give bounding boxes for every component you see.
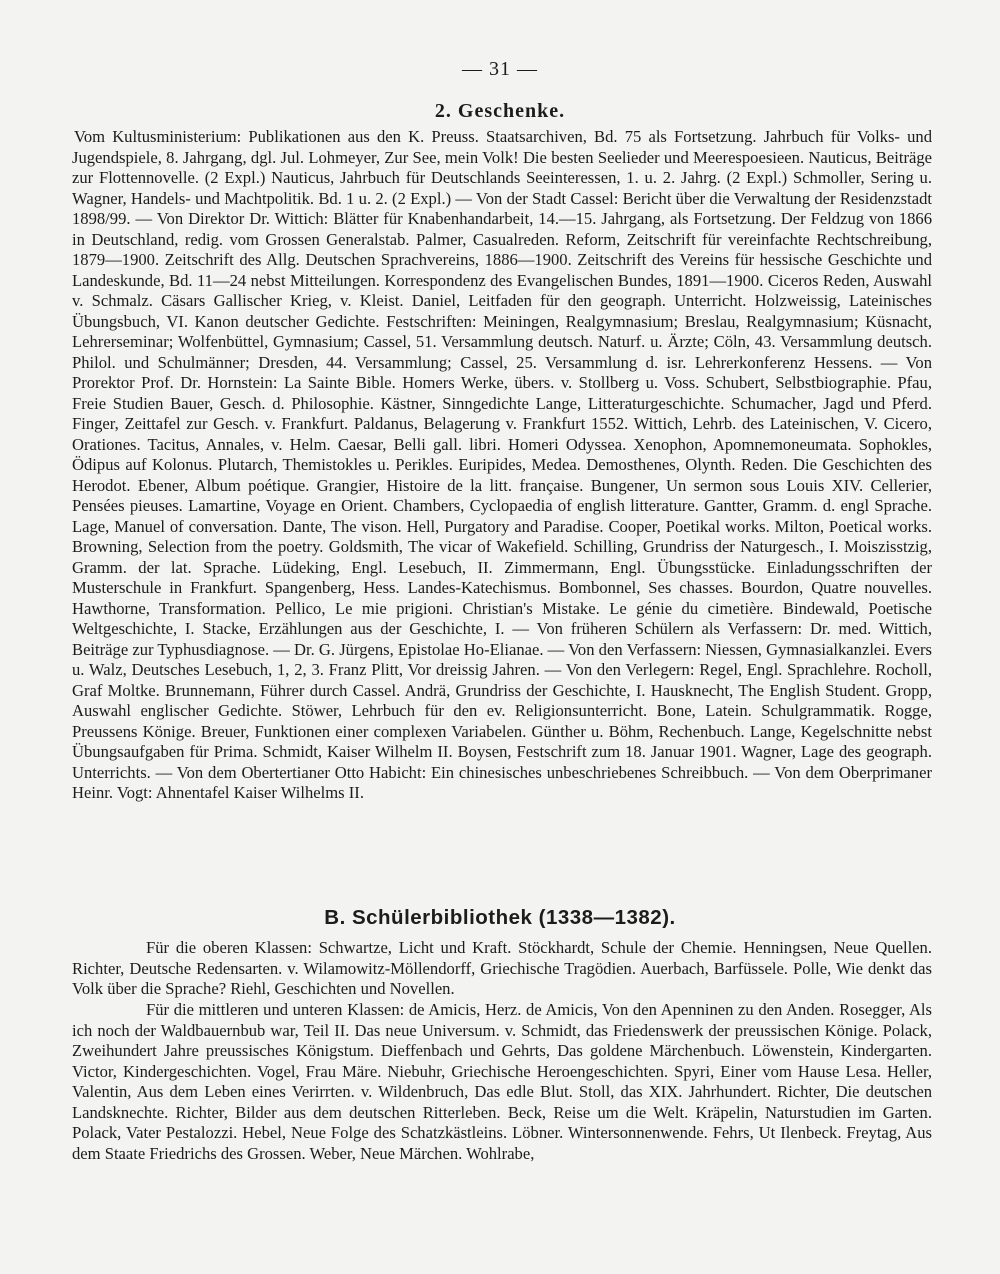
mittleren-klassen-text: Für die mittleren und unteren Klassen: de Amicis, Herz. de Amicis, Von den Apenninen zu den Anden. Rosegger, Als ich noch der Waldbauernbub war, Teil II. Das neue Universum. v. Schmidt, das Friedenswerk der preussischen Könige. Polack, Zweihundert Jahre preussisches Königstum. Dieffenbach und Gehrts, Das goldene Märchenbuch. Löwenstein, Kindergarten. Victor, Kindergeschichten. Vogel, Frau Märe. Niebuhr, Griechische Heroengeschichten. Spyri, Einer vom Hause Lesa. Heller, Valentin, Aus dem Leben eines Verirrten. v. Wildenbruch, Das edle Blut. Stoll, das XIX. Jahrhundert. Richter, Die deutschen Landsknechte. Richter, Bilder aus dem deutschen Ritterleben. Beck, Reise um die Welt. Kräpelin, Naturstudien im Garten. Polack, Vater Pestalozzi. Hebel, Neue Folge des Schatzkästleins. Löbner. Wintersonnenwende. Fehrs, Ut Ilenbeck. Freytag, Aus dem Staate Friedrichs des Grossen. Weber, Neue Märchen. Wohlrabe,	[72, 1000, 932, 1163]
section-heading-geschenke: 2. Geschenke.	[434, 100, 566, 122]
oberen-klassen-text: Für die oberen Klassen: Schwartze, Licht und Kraft. Stöckhardt, Schule der Chemie. Henningsen, Neue Quellen. Richter, Deutsche Redensarten. v. Wilamowitz-Möllendorff, Griechische Tragödien. Auerbach, Barfüssele. Polle, Wie denkt das Volk über die Sprache? Riehl, Geschichten und Novellen.	[72, 938, 932, 998]
schuelerbibliothek-oberen-paragraph	[72, 938, 932, 1000]
schuelerbibliothek-mittleren-paragraph	[72, 1000, 932, 1164]
section-heading-schuelerbibliothek: B. Schülerbibliothek (1338—1382).	[324, 906, 676, 929]
geschenke-text: Vom Kultusministerium: Publikationen aus den K. Preuss. Staatsarchiven, Bd. 75 als Fortsetzung. Jahrbuch für Volks- und Jugendspiele, 8. Jahrgang, dgl. Jul. Lohmeyer, Zur See, mein Volk! Die besten Seelieder und Meerespoesieen. Nauticus, Beiträge zur Flottennovelle. (2 Expl.) Nauticus, Jahrbuch für Deutschlands Seeinteressen, 1. u. 2. Jahrg. (2 Expl.) Schmoller, Sering u. Wagner, Handels- und Machtpolitik. Bd. 1 u. 2. (2 Expl.) — Von der Stadt Cassel: Bericht über die Verwaltung der Residenzstadt 1898/99. — Von Direktor Dr. Wittich: Blätter für Knabenhandarbeit, 14.—15. Jahrgang, als Fortsetzung. Der Feldzug von 1866 in Deutschland, redig. vom Grossen Generalstab. Palmer, Casualreden. Reform, Zeitschrift für vereinfachte Rechtschreibung, 1879—1900. Zeitschrift des Allg. Deutschen Sprachvereins, 1886—1900. Zeitschrift des Vereins für hessische Geschichte und Landeskunde, Bd. 11—24 nebst Mitteilungen. Korrespondenz des Evangelischen Bundes, 1891—1900. Ciceros Reden, Auswahl v. Schmalz. Cäsars Gallischer Krieg, v. Kleist. Daniel, Leitfaden für den geograph. Unterricht. Holzweissig, Lateinisches Übungsbuch, VI. Kanon deutscher Gedichte. Festschriften: Meiningen, Realgymnasium; Breslau, Realgymnasium; Küsnacht, Lehrerseminar; Wolfenbüttel, Gymnasium; Cassel, 51. Versammlung deutsch. Naturf. u. Ärzte; Cöln, 43. Versammlung deutsch. Philol. und Schulmänner; Dresden, 44. Versammlung; Cassel, 25. Versammlung d. isr. Lehrerkonferenz Hessens. — Von Prorektor Prof. Dr. Hornstein: La Sainte Bible. Homers Werke, übers. v. Stollberg u. Voss. Schubert, Selbstbiographie. Pfau, Freie Studien Bauer, Gesch. d. Philosophie. Kästner, Sinngedichte Lange, Litteraturgeschichte. Schumacher, Jagd und Pferd. Finger, Zeittafel zur Gesch. v. Frankfurt. Paldanus, Belagerung v. Frankfurt 1552. Wittich, Lehrb. des Lateinischen, V. Cicero, Orationes. Tacitus, Annales, v. Helm. Caesar, Belli gall. libri. Homeri Odyssea. Xenophon, Apomnemoneumata. Sophokles, Ödipus auf Kolonus. Plutarch, Themistokles u. Perikles. Euripides, Medea. Demosthenes, Olynth. Reden. Die Geschichten des Herodot. Ebener, Album poétique. Grangier, Histoire de la litt. française. Bungener, Un sermon sous Louis XIV. Cellerier, Pensées pieuses. Lamartine, Voyage en Orient. Chambers, Cyclopaedia of english litterature. Gantter, Gramm. d. engl Sprache. Lage, Manuel of conversation. Dante, The vison. Hell, Purgatory and Paradise. Cooper, Poetikal works. Milton, Poetical works. Browning, Selection from the poetry. Goldsmith, The vicar of Wakefield. Schilling, Grundriss der Naturgesch., I. Moiszisstzig, Gramm. der lat. Sprache. Lüdeking, Engl. Lesebuch, II. Zimmermann, Engl. Übungsstücke. Einladungsschriften der Musterschule in Frankfurt. Spangenberg, Hess. Landes-Katechismus. Bombonnel, Ses chasses. Bourdon, Quatre nouvelles. Hawthorne, Transformation. Pellico, Le mie prigioni. Christian's Mistake. Le génie du cimetière. Bindewald, Poetische Weltgeschichte, I. Stacke, Erzählungen aus der Geschichte, I. — Von früheren Schülern als Verfassern: Dr. med. Wittich, Beiträge zur Typhusdiagnose. — Dr. G. Jürgens, Epistolae Ho-Elianae. — Von den Verfassern: Niessen, Gymnasialkanzlei. Evers u. Walz, Deutsches Lesebuch, 1, 2, 3. Franz Plitt, Vor dreissig Jahren. — Von den Verlegern: Regel, Engl. Sprachlehre. Rocholl, Graf Moltke. Brunnemann, Führer durch Cassel. Andrä, Grundriss der Geschichte, I. Hausknecht, The English Student. Gropp, Auswahl englischer Gedichte. Stöwer, Lehrbuch für den ev. Religionsunterricht. Bone, Latein. Schulgrammatik. Rogge, Preussens Könige. Breuer, Funktionen einer complexen Variabelen. Günther u. Böhm, Rechenbuch. Lange, Kegelschnitte nebst Übungsaufgaben für Prima. Schmidt, Kaiser Wilhelm II. Boysen, Festschrift zum 18. Januar 1901. Wagner, Lage des geograph. Unterrichts. — Von dem Obertertianer Otto Habicht: Ein chinesisches unbeschriebenes Schreibbuch. — Von dem Oberprimaner Heinr. Vogt: Ahnentafel Kaiser Wilhelms II.	[72, 127, 932, 802]
geschenke-paragraph	[72, 127, 932, 804]
page-number: — 31 —	[462, 58, 538, 80]
